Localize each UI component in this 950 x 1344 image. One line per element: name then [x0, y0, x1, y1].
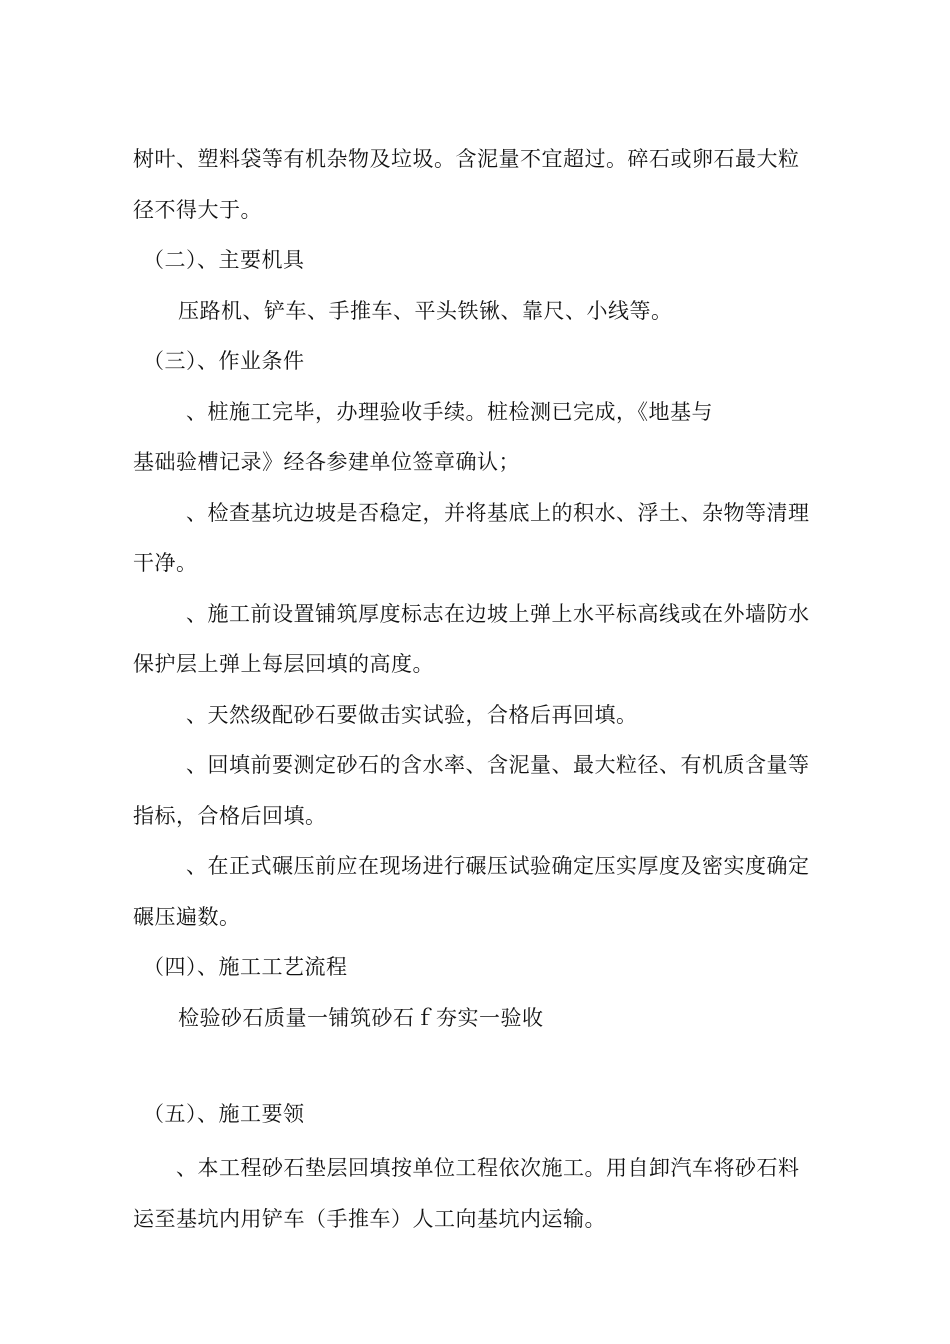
- text-line: 、桩施工完毕，办理验收手续。桩检测已完成，《地基与: [186, 400, 713, 424]
- text-line: 、天然级配砂石要做击实试验，合格后再回填。: [186, 703, 638, 727]
- section-heading: （四）、施工工艺流程: [143, 955, 348, 979]
- text-line: 、本工程砂石垫层回填按单位工程依次施工。用自卸汽车将砂石料: [176, 1156, 800, 1180]
- section-heading: （三）、作业条件: [143, 349, 305, 373]
- text-line: 碾压遍数。: [133, 905, 241, 929]
- text-line: 运至基坑内用铲车（手推车）人工向基坑内运输。: [133, 1207, 606, 1231]
- text-line: 、回填前要测定砂石的含水率、含泥量、最大粒径、有机质含量等: [186, 753, 810, 777]
- text-line: 压路机、铲车、手推车、平头铁锹、靠尺、小线等。: [178, 299, 673, 323]
- text-line: 基础验槽记录》经各参建单位签章确认；: [133, 450, 520, 474]
- text-line: 保护层上弹上每层回填的高度。: [133, 652, 434, 676]
- text-line: 树叶、塑料袋等有机杂物及垃圾。含泥量不宜超过。碎石或卵石最大粒: [133, 147, 800, 171]
- text-line: 检验砂石质量一铺筑砂石ｆ夯实一验收: [178, 1006, 544, 1030]
- text-line: 径不得大于。: [133, 198, 262, 222]
- text-line: 、检查基坑边坡是否稳定，并将基底上的积水、浮土、杂物等清理: [186, 501, 810, 525]
- text-line: 指标，合格后回填。: [133, 804, 327, 828]
- section-heading: （五）、施工要领: [143, 1102, 305, 1126]
- text-line: 、在正式碾压前应在现场进行碾压试验确定压实厚度及密实度确定: [186, 854, 810, 878]
- section-heading: （二）、主要机具: [143, 248, 305, 272]
- text-line: 干净。: [133, 551, 198, 575]
- text-line: 、施工前设置铺筑厚度标志在边坡上弹上水平标高线或在外墙防水: [186, 602, 810, 626]
